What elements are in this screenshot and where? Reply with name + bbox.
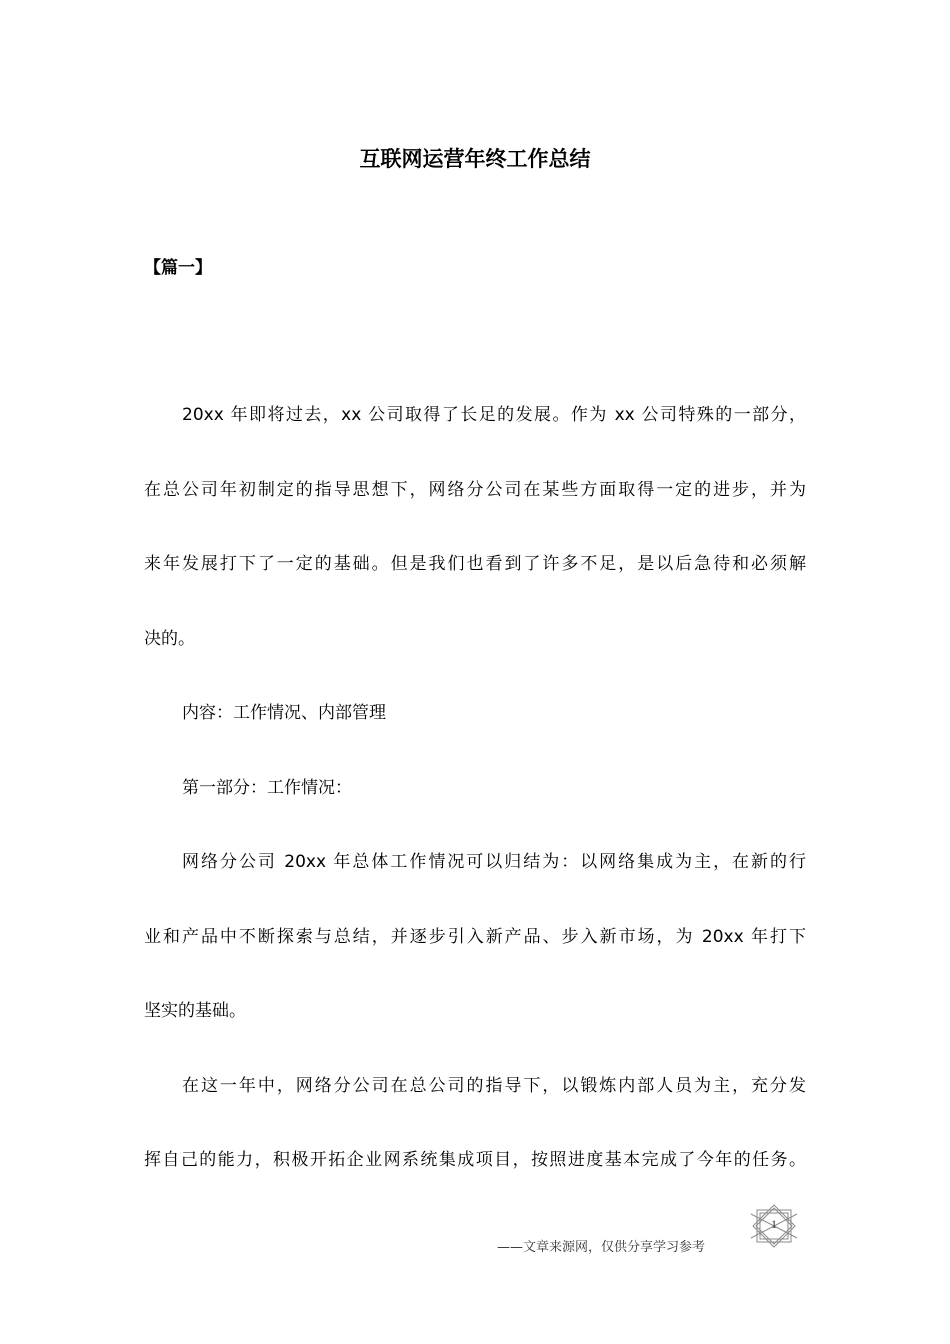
paragraph-line: 网络分公司 20xx 年总体工作情况可以归结为：以网络集成为主，在新的行 <box>182 852 806 872</box>
paragraph-line: 业和产品中不断探索与总结，并逐步引入新产品、步入新市场，为 20xx 年打下 <box>144 927 806 947</box>
page-number: 1 <box>771 1217 777 1231</box>
paragraph-line: 来年发展打下了一定的基础。但是我们也看到了许多不足，是以后急待和必须解 <box>144 554 806 574</box>
paragraph-line: 内容：工作情况、内部管理 <box>182 703 386 723</box>
document-title: 互联网运营年终工作总结 <box>359 147 591 171</box>
paragraph-line: 决的。 <box>144 629 195 649</box>
paragraph-line: 20xx 年即将过去，xx 公司取得了长足的发展。作为 xx 公司特殊的一部分， <box>182 405 806 425</box>
paragraph-line: 在总公司年初制定的指导思想下，网络分公司在某些方面取得一定的进步，并为 <box>144 480 806 500</box>
section-label: 【篇一】 <box>144 258 212 278</box>
paragraph-line: 挥自己的能力，积极开拓企业网系统集成项目，按照进度基本完成了今年的任务。 <box>144 1150 806 1170</box>
footer-source-text: ——文章来源网，仅供分享学习参考 <box>497 1240 706 1255</box>
paragraph-line: 坚实的基础。 <box>144 1001 246 1021</box>
paragraph-line: 在这一年中，网络分公司在总公司的指导下，以锻炼内部人员为主，充分发 <box>182 1076 806 1096</box>
paragraph-line: 第一部分：工作情况： <box>182 778 352 798</box>
